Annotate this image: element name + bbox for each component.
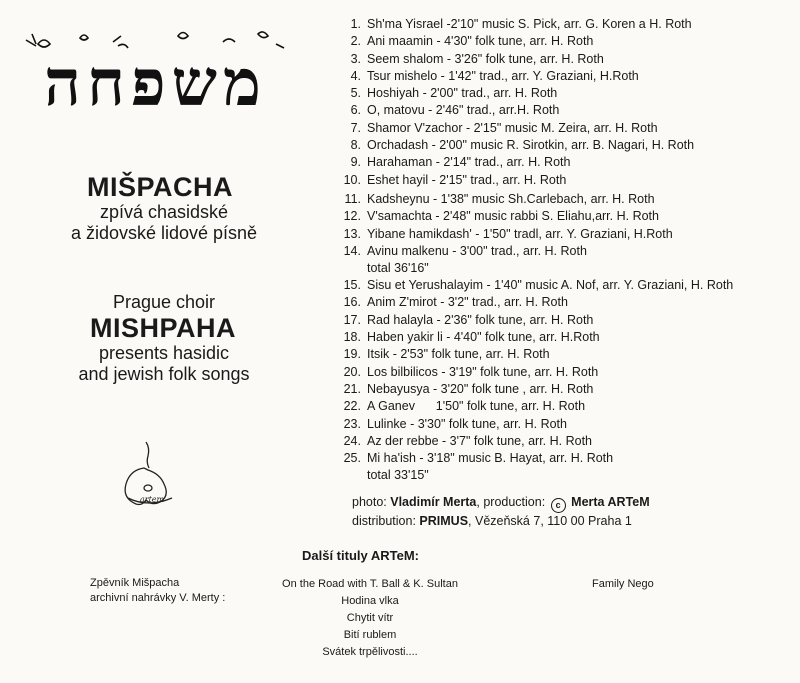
side-total-2: total 33'15" [367, 468, 429, 483]
track-title: Itsik - 2'53" folk tune, arr. H. Roth [367, 347, 550, 362]
track-title: O, matovu - 2'46" trad., arr.H. Roth [367, 103, 560, 118]
track-number: 4. [350, 68, 361, 83]
distribution-name: PRIMUS [419, 514, 469, 528]
track-title: Kadsheynu - 1'38" music Sh.Carlebach, arr. H. Roth [367, 191, 655, 206]
track-number: 6. [350, 103, 361, 118]
track-number: 16. [343, 295, 361, 310]
more-titles-heading: Další tituly ARTeM: [302, 548, 420, 563]
track-item [330, 243, 790, 260]
track-title: V'samachta - 2'48" music rabbi S. Eliahu,arr. H. Roth [367, 209, 659, 224]
track-item [330, 346, 790, 363]
list-item: Hodina vlka [341, 595, 399, 607]
photo-production-line [352, 494, 792, 513]
track-title: Seem shalom - 3'26" folk tune, arr. H. Roth [367, 51, 604, 66]
track-title: Los bilbilicos - 3'19" folk tune, arr. H. Roth [367, 364, 599, 379]
track-title: Orchadash - 2'00" music R. Sirotkin, arr. B. Nagari, H. Roth [367, 138, 695, 153]
track-title: Ani maamin - 4'30" folk tune, arr. H. Roth [367, 34, 594, 49]
track-title: Haben yakir li - 4'40" folk tune, arr. H.Roth [367, 330, 600, 345]
track-title: Harahaman - 2'14" trad., arr. H. Roth [367, 155, 571, 170]
track-item [330, 208, 790, 225]
track-item [330, 450, 790, 467]
track-item [330, 16, 790, 33]
track-item [330, 68, 790, 85]
track-number: 17. [343, 312, 361, 327]
distribution-label: distribution: [352, 514, 416, 528]
track-title: Yibane hamikdash' - 1'50" tradl, arr. Y. Graziani, H.Roth [367, 226, 673, 241]
track-number: 25. [343, 451, 361, 466]
track-title: Shamor V'zachor - 2'15" music M. Zeira, arr. H. Roth [367, 120, 658, 135]
track-item [330, 102, 790, 119]
guitar-artem-logo-icon [108, 438, 188, 518]
track-title: A Ganev 1'50" folk tune, arr. H. Roth [367, 399, 586, 414]
track-number: 18. [343, 330, 361, 345]
track-title: Lulinke - 3'30" folk tune, arr. H. Roth [367, 416, 567, 431]
track-number: 9. [350, 155, 361, 170]
track-title: Sh'ma Yisrael -2'10" music S. Pick, arr. G. Koren a H. Roth [367, 17, 692, 31]
track-item [330, 154, 790, 171]
track-title: Rad halayla - 2'36" folk tune, arr. H. Roth [367, 312, 594, 327]
family-nego-title: Family Nego [592, 578, 654, 590]
track-title: Eshet hayil - 2'15" trad., arr. H. Roth [367, 172, 567, 187]
guitar-artem-logo [108, 438, 188, 518]
track-number: 22. [343, 399, 361, 414]
english-subtitle-1: presents hasidic [98, 343, 230, 363]
track-item [330, 416, 790, 433]
other-titles-list [260, 576, 480, 661]
track-title: Tsur mishelo - 1'42" trad., arr. Y. Graziani, H.Roth [367, 68, 639, 83]
track-title: Avinu malkenu - 3'00" trad., arr. H. Roth [367, 243, 587, 258]
track-title: Nebayusya - 3'20" folk tune , arr. H. Roth [367, 381, 594, 396]
track-number: 24. [343, 433, 361, 448]
track-item [330, 120, 790, 137]
list-item: Chytit vítr [346, 612, 394, 624]
track-number: 12. [343, 209, 361, 224]
copyright-icon: c [551, 498, 566, 513]
track-number: 3. [350, 51, 361, 66]
czech-title-block [0, 172, 310, 244]
track-number: 5. [350, 86, 361, 101]
songbook-note [90, 576, 225, 606]
track-number: 11. [344, 191, 361, 206]
track-item [330, 433, 790, 450]
track-number: 14. [343, 243, 361, 258]
hebrew-title: משפחה [44, 46, 267, 121]
track-number: 10. [343, 172, 361, 187]
track-item [330, 277, 790, 294]
track-item [330, 329, 790, 346]
songbook-line-2: archivní nahrávky V. Merty : [90, 592, 226, 604]
photo-label: photo: [352, 495, 387, 509]
track-item [330, 51, 790, 68]
track-item [330, 381, 790, 398]
track-title: Anim Z'mirot - 3'2" trad., arr. H. Roth [367, 295, 568, 310]
track-item [330, 85, 790, 102]
czech-subtitle-1: zpívá chasidské [99, 202, 229, 222]
track-item [330, 294, 790, 311]
track-title: Sisu et Yerushalayim - 1'40" music A. Nof, arr. Y. Graziani, H. Roth [367, 278, 734, 293]
track-item [330, 172, 790, 189]
track-item [330, 191, 790, 208]
track-number: 1. [350, 17, 361, 31]
czech-subtitle-2: a židovské lidové písně [70, 223, 258, 243]
hebrew-logo [18, 24, 293, 134]
track-number: 15. [343, 278, 361, 293]
guitar-logo-text: artem [140, 495, 165, 504]
track-number: 20. [343, 364, 361, 379]
track-number: 7. [350, 120, 361, 135]
track-item [330, 33, 790, 50]
track-number: 8. [350, 138, 361, 153]
songbook-line-1: Zpěvník Mišpacha [90, 577, 180, 589]
track-number: 21. [343, 381, 361, 396]
list-item: Svátek trpělivosti.... [322, 646, 418, 658]
english-title-block [0, 292, 310, 385]
track-list [330, 16, 790, 484]
track-title: Hoshiyah - 2'00" trad., arr. H. Roth [367, 86, 558, 101]
production-name: Merta ARTeM [571, 495, 650, 509]
track-number: 23. [343, 416, 361, 431]
track-title: Az der rebbe - 3'7" folk tune, arr. H. Roth [367, 433, 592, 448]
credits-block [352, 494, 792, 530]
list-item: On the Road with T. Ball & K. Sultan [282, 578, 458, 590]
track-number: 2. [350, 34, 361, 49]
photo-name: Vladimír Merta [390, 495, 477, 509]
track-item [330, 137, 790, 154]
track-number: 13. [343, 226, 361, 241]
english-subtitle-2: and jewish folk songs [78, 364, 250, 384]
track-item [330, 364, 790, 381]
czech-title: MIŠPACHA [86, 172, 233, 202]
english-intro: Prague choir [112, 292, 216, 312]
track-item [330, 226, 790, 243]
distribution-line [352, 513, 792, 530]
distribution-address: , Vězeňská 7, 110 00 Praha 1 [468, 514, 632, 528]
track-item [330, 312, 790, 329]
english-title: MISHPAHA [89, 313, 236, 343]
side-total-1: total 36'16" [367, 261, 429, 276]
track-item [330, 398, 790, 415]
track-title: Mi ha'ish - 3'18" music B. Hayat, arr. H. Roth [367, 451, 614, 466]
production-label: , production: [476, 495, 546, 509]
track-number: 19. [343, 347, 361, 362]
list-item: Bití rublem [343, 629, 397, 641]
